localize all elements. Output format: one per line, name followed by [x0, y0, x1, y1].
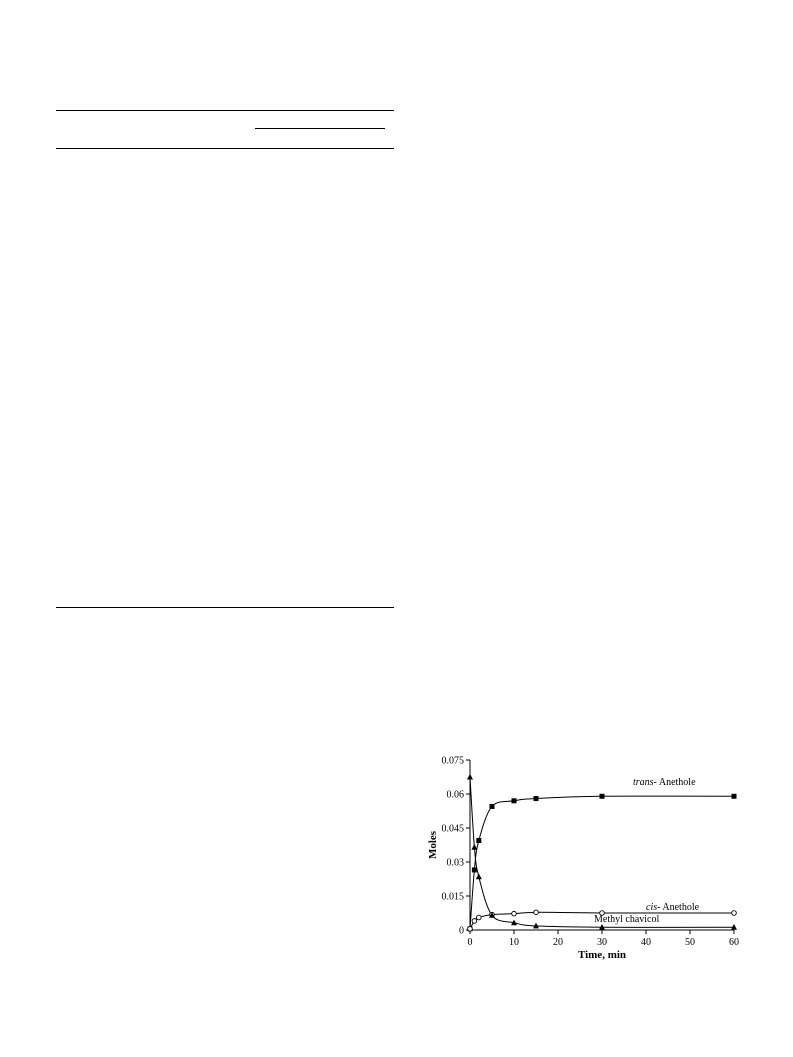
methyl-chavicol-point: [471, 844, 477, 850]
cis-anethole-label: cis- Anethole: [646, 902, 700, 913]
trans-anethole-point: [472, 867, 477, 872]
x-tick-label: 0: [467, 937, 473, 948]
y-tick-label: 0.075: [441, 755, 464, 767]
y-tick-label: 0.03: [446, 857, 464, 869]
table-bottom-rule: [56, 607, 394, 608]
table-header-rule: [56, 148, 394, 149]
trans-anethole-point: [490, 804, 495, 809]
cis-anethole-point: [534, 910, 539, 915]
y-tick-label: 0: [459, 925, 464, 937]
methyl-chavicol-point: [467, 774, 473, 780]
cis-anethole-point: [512, 911, 517, 916]
x-tick-label: 50: [685, 937, 695, 948]
moles-vs-time-chart: [420, 745, 760, 965]
y-axis-title: Moles: [427, 830, 439, 860]
trans-anethole-point: [732, 794, 737, 799]
x-tick-label: 20: [553, 937, 563, 948]
trans-anethole-point: [476, 838, 481, 843]
trans-anethole-point: [600, 794, 605, 799]
chart-labels: [594, 777, 700, 925]
y-tick-label: 0.06: [446, 789, 464, 801]
trans-anethole-point: [534, 796, 539, 801]
x-axis-title: Time, min: [577, 949, 627, 961]
x-tick-label: 10: [509, 937, 519, 948]
y-tick-label: 0.015: [441, 891, 464, 903]
trans-anethole-label: trans- Anethole: [633, 777, 696, 788]
methyl-chavicol-point: [476, 873, 482, 879]
table-top-rule: [56, 110, 394, 111]
cis-anethole-point: [477, 915, 482, 920]
cis-anethole-point: [472, 919, 477, 924]
table-spanner-rule: [255, 128, 385, 129]
y-tick-label: 0.045: [441, 823, 464, 835]
trans-anethole-point: [512, 798, 517, 803]
x-tick-label: 60: [729, 937, 739, 948]
cis-anethole-point: [468, 927, 473, 932]
x-tick-label: 30: [597, 937, 607, 948]
x-tick-label: 40: [641, 937, 651, 948]
cis-anethole-point: [732, 911, 737, 916]
methyl-chavicol-label: Methyl chavicol: [594, 914, 660, 925]
